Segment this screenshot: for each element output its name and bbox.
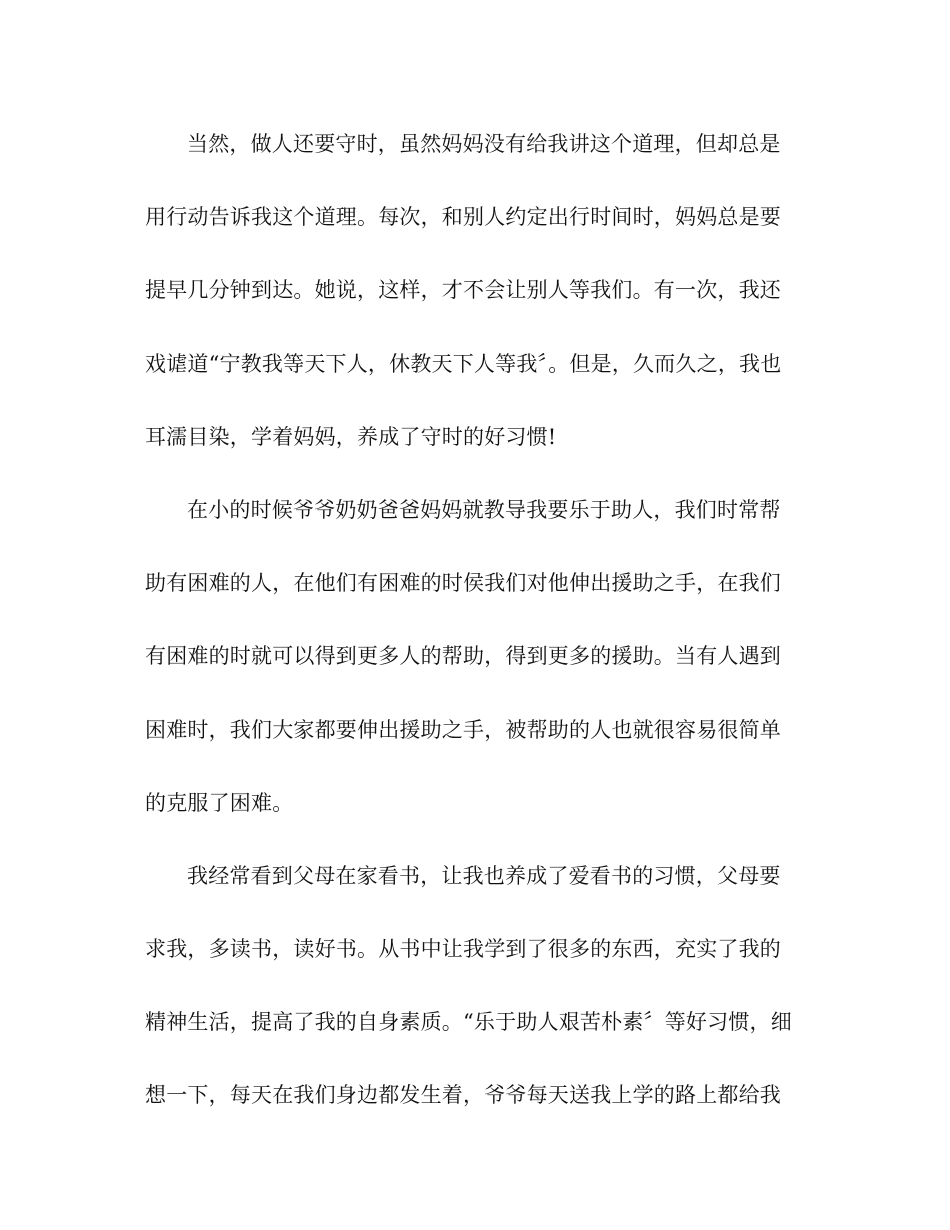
text-line: 精神生活，提高了我的自身素质。“乐于助人艰苦朴素〞等好习惯，细 <box>145 1010 792 1035</box>
text-line: 求我，多读书，读好书。从书中让我学到了很多的东西，充实了我的 <box>145 937 781 962</box>
text-line: 在小的时候爷爷奶奶爸爸妈妈就教导我要乐于助人，我们时常帮 <box>187 497 781 522</box>
text-line: 的克服了困难。 <box>145 790 294 815</box>
text-line: 用行动告诉我这个道理。每次，和别人约定出行时间时，妈妈总是要 <box>145 205 781 230</box>
text-line: 我经常看到父母在家看书，让我也养成了爱看书的习惯，父母要 <box>187 863 781 888</box>
text-line: 困难时，我们大家都要伸出援助之手，被帮助的人也就很容易很简单 <box>145 717 781 742</box>
text-line: 耳濡目染，学着妈妈，养成了守时的好习惯! <box>145 424 557 449</box>
paragraph-reading <box>145 850 810 1143</box>
text-line: 想一下，每天在我们身边都发生着，爷爷每天送我上学的路上都给我 <box>145 1083 781 1108</box>
text-line: 助有困难的人，在他们有困难的时侯我们对他伸出援助之手，在我们 <box>145 571 781 596</box>
paragraph-helping-others <box>145 484 810 850</box>
text-line: 提早几分钟到达。她说，这样，才不会让别人等我们。有一次，我还 <box>145 278 781 303</box>
paragraph-punctuality <box>145 118 810 484</box>
text-line: 有困难的时就可以得到更多人的帮助，得到更多的援助。当有人遇到 <box>145 644 781 669</box>
document-body <box>145 118 810 1143</box>
text-line: 当然，做人还要守时，虽然妈妈没有给我讲这个道理，但却总是 <box>187 132 781 156</box>
text-line: 戏谑道“宁教我等天下人，休教天下人等我〞。但是，久而久之，我也 <box>145 351 782 376</box>
